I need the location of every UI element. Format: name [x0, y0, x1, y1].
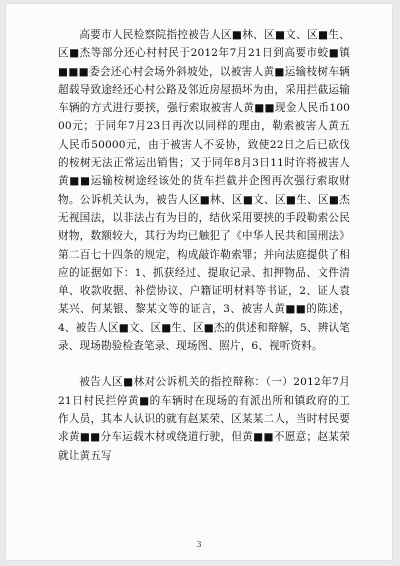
- paragraph-prosecution-charges: 高要市人民检察院指控被告人区■林、区■文、区■生、区■杰等部分还心村村民于2012年7月21日到高要市蛟■镇■■■委会还心村会场外斜坡处，以被害人黄■运输枝树车辆超载导致途经还心村公路及邻近房屋损坏为由，采用拦截运输车辆的方式进行要挟，强行索取被害人黄■■现金人民币10000元；于同年7月23日再次以同样的理由，勒索被害人黄五人民币50000元，由于被害人不妥协，致使22日之后已砍伐的桉树无法正常运出销售；又于同年8月3日11时许将被害人黄■■运输桉树途经该处的货车拦截并企图再次强行索取财物。公诉机关认为，被告人区■林、区■文、区■生、区■杰无视国法，以非法占有为目的，结伙采用要挟的手段勒索公民财物，数额较大，其行为均已触犯了《中华人民共和国刑法》第二百七十四条的规定，构成敲诈勒索罪；并向法庭提供了相应的证据如下：1、抓获经过、提取记录、扣押物品、文件清单、收款收据、补偿协议、户籍证明材料等书证，2、证人袁某兴、何某银、黎某文等的证言，3、被害人黄■■的陈述，4、被告人区■文、区■生、区■杰的供述和辩解，5、辨认笔录、现场勘验检查笔录、现场图、照片，6、视听资料。: [58, 29, 350, 353]
- paragraph-defendant-defense: 被告人区■林对公诉机关的指控辩称：（一）2012年7月21日村民拦停黄■的车辆时在现场的有派出所和镇政府的工作人员，其本人认识的就有赵某荣、区某某二人，当时村民要求黄■■分车运载木材或绕道行驶，但黄■■不愿意；赵某荣就让黄五写: [58, 376, 350, 462]
- document-body: [58, 26, 350, 465]
- page-number: 3: [196, 540, 202, 549]
- document-page: [6, 4, 392, 560]
